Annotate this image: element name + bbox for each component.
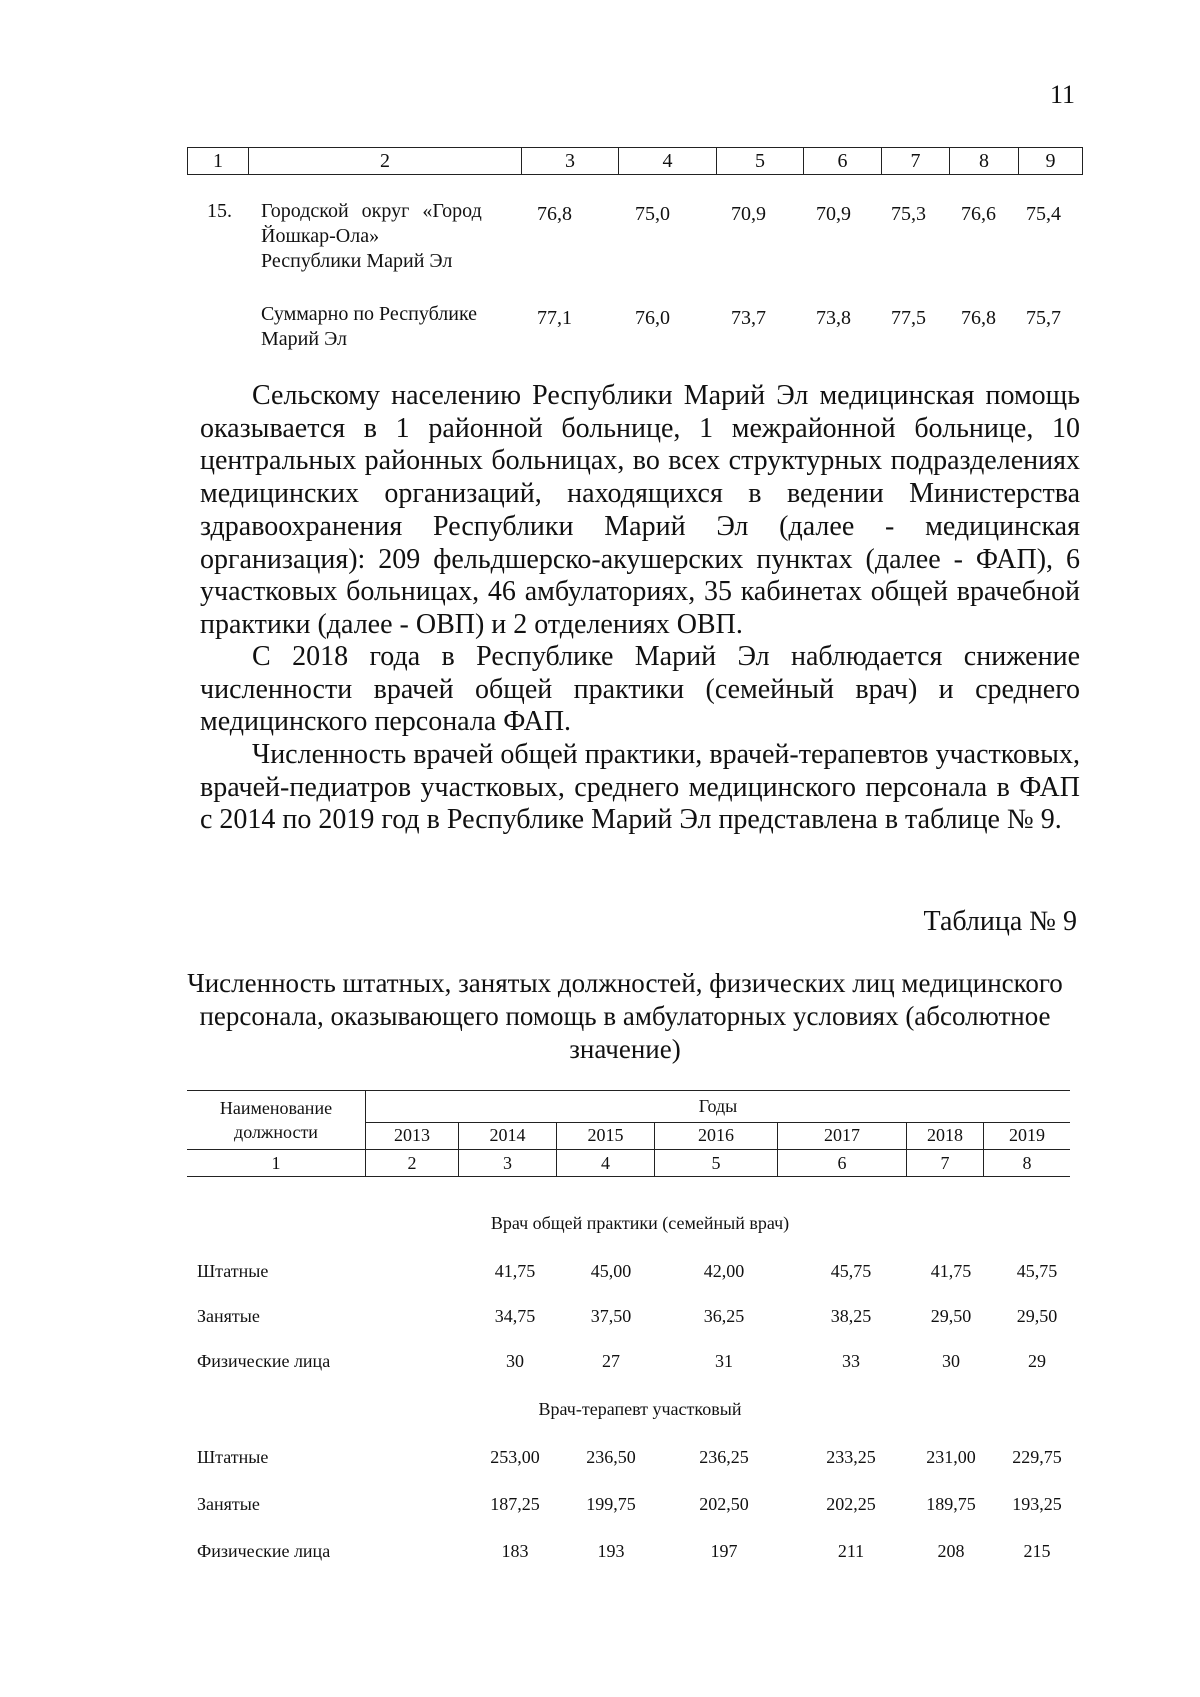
top-col-1: 1 <box>188 148 249 175</box>
cell: 183 <box>501 1541 529 1561</box>
cell: 45,00 <box>590 1261 632 1281</box>
cell: 208 <box>937 1541 965 1561</box>
year-2013: 2013 <box>366 1122 459 1149</box>
row-label: Занятые <box>197 1306 260 1326</box>
cell: 42,00 <box>703 1261 745 1281</box>
header-name-line2: должности <box>234 1122 318 1142</box>
cell: 189,75 <box>926 1494 976 1514</box>
cell: 38,25 <box>830 1306 872 1326</box>
row-label: Штатные <box>197 1447 269 1467</box>
header-name-cell <box>187 1091 366 1150</box>
top-row-total-name <box>261 302 511 352</box>
row-label: Занятые <box>197 1494 260 1514</box>
top-col-5: 5 <box>717 148 804 175</box>
cell: 236,50 <box>586 1447 636 1467</box>
table-label: Таблица № 9 <box>923 906 1077 937</box>
cell: 233,25 <box>826 1447 876 1467</box>
top-table-header <box>187 147 1083 175</box>
cell: 33 <box>842 1351 860 1371</box>
cell: 36,25 <box>703 1306 745 1326</box>
year-2018: 2018 <box>907 1122 984 1149</box>
cell: 29,50 <box>1016 1306 1058 1326</box>
top-row-15-num: 15. <box>207 200 232 222</box>
year-2016: 2016 <box>655 1122 778 1149</box>
cell: 30 <box>506 1351 524 1371</box>
row-label: Штатные <box>197 1261 269 1281</box>
cell: 30 <box>942 1351 960 1371</box>
name-line: Республики Марий Эл <box>261 250 453 272</box>
cell: 187,25 <box>490 1494 540 1514</box>
table9-header <box>187 1090 1070 1177</box>
top-col-4: 4 <box>619 148 717 175</box>
colnum-5: 5 <box>655 1150 778 1177</box>
colnum-4: 4 <box>557 1150 655 1177</box>
cell: 29,50 <box>930 1306 972 1326</box>
top-row-15-val: 76,8 <box>537 203 572 225</box>
cell: 193,25 <box>1012 1494 1062 1514</box>
cell: 231,00 <box>926 1447 976 1467</box>
cell: 31 <box>715 1351 733 1371</box>
top-col-3: 3 <box>522 148 619 175</box>
colnum-6: 6 <box>778 1150 907 1177</box>
cell: 37,50 <box>590 1306 632 1326</box>
section-title: Врач-терапевт участковый <box>538 1399 742 1419</box>
cell: 41,75 <box>930 1261 972 1281</box>
colnum-1: 1 <box>187 1150 366 1177</box>
top-row-15-val: 75,3 <box>891 203 926 225</box>
year-2015: 2015 <box>557 1122 655 1149</box>
row-label: Физические лица <box>197 1541 331 1561</box>
year-2014: 2014 <box>459 1122 557 1149</box>
colnum-8: 8 <box>984 1150 1071 1177</box>
cell: 193 <box>597 1541 625 1561</box>
top-col-6: 6 <box>804 148 882 175</box>
name-line: Марий Эл <box>261 328 347 350</box>
top-row-15-name <box>261 199 511 274</box>
top-col-8: 8 <box>950 148 1019 175</box>
top-row-total-val: 77,1 <box>537 307 572 329</box>
top-row-15-val: 75,0 <box>635 203 670 225</box>
cell: 229,75 <box>1012 1447 1062 1467</box>
row-label: Физические лица <box>197 1351 331 1371</box>
top-col-2: 2 <box>249 148 522 175</box>
colnum-3: 3 <box>459 1150 557 1177</box>
top-row-total-val: 77,5 <box>891 307 926 329</box>
section-title: Врач общей практики (семейный врач) <box>490 1213 790 1233</box>
top-row-15-val: 70,9 <box>816 203 851 225</box>
top-row-total-val: 76,8 <box>961 307 996 329</box>
cell: 197 <box>710 1541 738 1561</box>
top-row-total-val: 76,0 <box>635 307 670 329</box>
cell: 45,75 <box>830 1261 872 1281</box>
paragraph-2 <box>200 641 1080 739</box>
name-line: Йошкар-Ола» <box>261 225 380 247</box>
cell: 202,25 <box>826 1494 876 1514</box>
colnum-7: 7 <box>907 1150 984 1177</box>
paragraph-text: С 2018 года в Республике Марий Эл наблюдается снижение численности врачей общей практики (семейный врач) и среднего медицинского персонала ФАП. <box>200 641 1080 738</box>
name-line: Суммарно по Республике <box>261 303 478 325</box>
name-line: Городской округ «Город <box>261 200 482 222</box>
paragraph-text: Сельскому населению Республики Марий Эл медицинская помощь оказывается в 1 районной больнице, 1 межрайонной больнице, 10 центральных районных больницах, во всех структурных подразделениях медицинских организаций, находящихся в ведении Министерства здравоохранения Республики Марий Эл (далее - медицинская организация): 209 фельдшерско-акушерских пунктах (далее - ФАП), 6 участковых больницах, 46 амбулаториях, 35 кабинетах общей врачебной практики (далее - ОВП) и 2 отделениях ОВП. <box>200 380 1080 640</box>
cell: 253,00 <box>490 1447 540 1467</box>
cell: 41,75 <box>494 1261 536 1281</box>
table-title: Численность штатных, занятых должностей, физических лиц медицинского персонала, оказывающего помощь в амбулаторных условиях (абсолютное значение) <box>187 968 1063 1064</box>
cell: 27 <box>602 1351 620 1371</box>
colnum-2: 2 <box>366 1150 459 1177</box>
cell: 34,75 <box>494 1306 536 1326</box>
top-row-15-val: 75,4 <box>1026 203 1061 225</box>
year-2017: 2017 <box>778 1122 907 1149</box>
cell: 202,50 <box>699 1494 749 1514</box>
header-years: Годы <box>366 1091 1071 1123</box>
cell: 211 <box>837 1541 865 1561</box>
header-name-line1: Наименование <box>219 1098 333 1118</box>
cell: 29 <box>1028 1351 1046 1371</box>
top-row-15-val: 70,9 <box>731 203 766 225</box>
cell: 215 <box>1023 1541 1051 1561</box>
top-row-total-val: 75,7 <box>1026 307 1061 329</box>
cell: 199,75 <box>586 1494 636 1514</box>
paragraph-text: Численность врачей общей практики, врачей-терапевтов участковых, врачей-педиатров участковых, среднего медицинского персонала в ФАП с 2014 по 2019 год в Республике Марий Эл представлена в таблице № 9. <box>200 739 1080 836</box>
cell: 45,75 <box>1016 1261 1058 1281</box>
year-2019: 2019 <box>984 1122 1071 1149</box>
paragraph-1 <box>200 380 1080 642</box>
top-row-total-val: 73,8 <box>816 307 851 329</box>
top-col-9: 9 <box>1019 148 1083 175</box>
cell: 236,25 <box>699 1447 749 1467</box>
top-row-total-val: 73,7 <box>731 307 766 329</box>
top-col-7: 7 <box>882 148 950 175</box>
paragraph-3 <box>200 739 1080 837</box>
top-row-15-val: 76,6 <box>961 203 996 225</box>
page-number: 11 <box>1050 80 1076 109</box>
